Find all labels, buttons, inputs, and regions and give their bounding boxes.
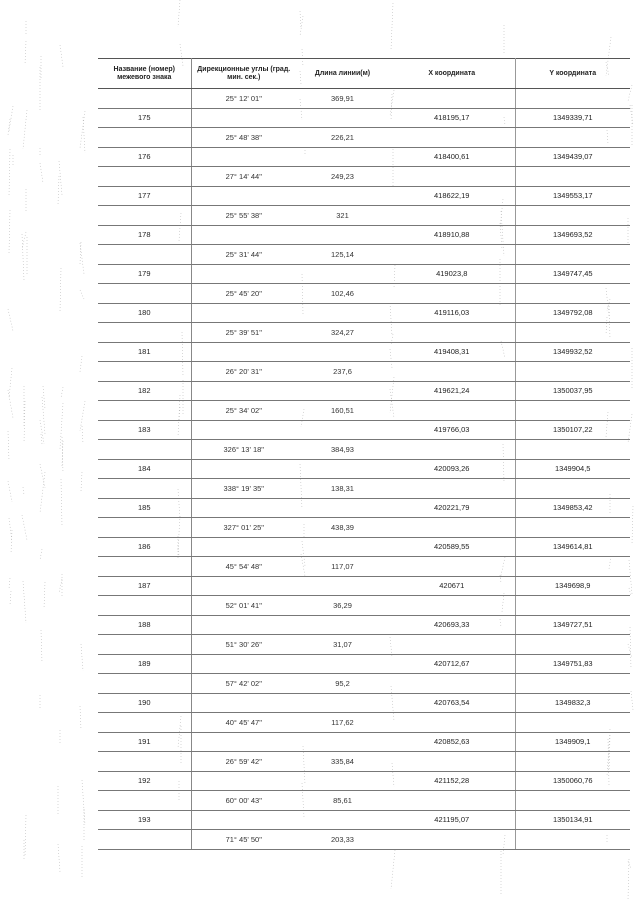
x-coordinate-cell: 420221,79 xyxy=(389,498,515,518)
direction-angle-cell xyxy=(191,537,296,557)
direction-angle-cell xyxy=(191,576,296,596)
line-length-cell xyxy=(296,498,389,518)
line-length-cell xyxy=(296,420,389,440)
point-name-cell xyxy=(98,674,191,694)
point-name-cell: 181 xyxy=(98,342,191,362)
y-coordinate-cell: 1349614,81 xyxy=(515,537,630,557)
table-row-point xyxy=(98,693,630,713)
y-coordinate-cell xyxy=(515,401,630,421)
line-length-cell: 203,33 xyxy=(296,830,389,850)
x-coordinate-cell xyxy=(389,518,515,538)
x-coordinate-cell: 419116,03 xyxy=(389,303,515,323)
line-length-cell: 237,6 xyxy=(296,362,389,382)
point-name-cell xyxy=(98,557,191,577)
line-length-cell xyxy=(296,342,389,362)
x-coordinate-cell: 418910,88 xyxy=(389,225,515,245)
direction-angle-cell xyxy=(191,654,296,674)
y-coordinate-cell xyxy=(515,206,630,226)
table-row-line xyxy=(98,167,630,187)
table-row-point xyxy=(98,537,630,557)
table-row-point xyxy=(98,459,630,479)
direction-angle-cell xyxy=(191,147,296,167)
point-name-cell: 186 xyxy=(98,537,191,557)
y-coordinate-cell: 1350107,22 xyxy=(515,420,630,440)
x-coordinate-cell xyxy=(389,674,515,694)
line-length-cell xyxy=(296,537,389,557)
y-coordinate-cell xyxy=(515,518,630,538)
point-name-cell: 192 xyxy=(98,771,191,791)
x-coordinate-cell xyxy=(389,479,515,499)
direction-angle-cell xyxy=(191,264,296,284)
table-row-point xyxy=(98,186,630,206)
line-length-cell xyxy=(296,810,389,830)
direction-angle-cell: 51° 30' 26" xyxy=(191,635,296,655)
point-name-cell: 187 xyxy=(98,576,191,596)
direction-angle-cell: 52° 01' 41" xyxy=(191,596,296,616)
point-name-cell: 179 xyxy=(98,264,191,284)
x-coordinate-cell: 419621,24 xyxy=(389,381,515,401)
point-name-cell: 180 xyxy=(98,303,191,323)
direction-angle-cell: 57° 42' 02" xyxy=(191,674,296,694)
table-row-point xyxy=(98,381,630,401)
direction-angle-cell: 338° 19' 35" xyxy=(191,479,296,499)
point-name-cell: 183 xyxy=(98,420,191,440)
x-coordinate-cell xyxy=(389,440,515,460)
direction-angle-cell: 26° 59' 42" xyxy=(191,752,296,772)
table-row-line xyxy=(98,323,630,343)
table-row-line xyxy=(98,89,630,109)
y-coordinate-cell xyxy=(515,752,630,772)
header-point-name: Название (номер) межевого знака xyxy=(98,59,191,89)
direction-angle-cell xyxy=(191,615,296,635)
direction-angle-cell: 26° 20' 31" xyxy=(191,362,296,382)
y-coordinate-cell: 1349553,17 xyxy=(515,186,630,206)
x-coordinate-cell: 420852,63 xyxy=(389,732,515,752)
line-length-cell: 369,91 xyxy=(296,89,389,109)
x-coordinate-cell: 418195,17 xyxy=(389,108,515,128)
table-row-line xyxy=(98,518,630,538)
header-x-coordinate: X координата xyxy=(389,59,515,89)
direction-angle-cell: 45° 54' 48" xyxy=(191,557,296,577)
x-coordinate-cell xyxy=(389,596,515,616)
x-coordinate-cell xyxy=(389,635,515,655)
line-length-cell xyxy=(296,732,389,752)
point-name-cell xyxy=(98,128,191,148)
table-row-point xyxy=(98,732,630,752)
table-row-line xyxy=(98,557,630,577)
line-length-cell: 321 xyxy=(296,206,389,226)
line-length-cell xyxy=(296,771,389,791)
y-coordinate-cell: 1349932,52 xyxy=(515,342,630,362)
x-coordinate-cell xyxy=(389,791,515,811)
direction-angle-cell xyxy=(191,810,296,830)
table-row-line xyxy=(98,479,630,499)
x-coordinate-cell xyxy=(389,830,515,850)
y-coordinate-cell xyxy=(515,128,630,148)
point-name-cell: 193 xyxy=(98,810,191,830)
line-length-cell xyxy=(296,225,389,245)
direction-angle-cell: 326° 13' 18" xyxy=(191,440,296,460)
y-coordinate-cell: 1350060,76 xyxy=(515,771,630,791)
point-name-cell xyxy=(98,791,191,811)
point-name-cell: 176 xyxy=(98,147,191,167)
line-length-cell xyxy=(296,654,389,674)
direction-angle-cell xyxy=(191,186,296,206)
x-coordinate-cell: 419408,31 xyxy=(389,342,515,362)
x-coordinate-cell: 420693,33 xyxy=(389,615,515,635)
header-y-coordinate: Y координата xyxy=(515,59,630,89)
point-name-cell xyxy=(98,713,191,733)
point-name-cell xyxy=(98,167,191,187)
x-coordinate-cell: 420589,55 xyxy=(389,537,515,557)
direction-angle-cell: 60° 00' 43" xyxy=(191,791,296,811)
table-row-line xyxy=(98,245,630,265)
y-coordinate-cell xyxy=(515,89,630,109)
line-length-cell: 438,39 xyxy=(296,518,389,538)
line-length-cell: 102,46 xyxy=(296,284,389,304)
y-coordinate-cell: 1349339,71 xyxy=(515,108,630,128)
table-row-point xyxy=(98,615,630,635)
table-row-point xyxy=(98,576,630,596)
point-name-cell xyxy=(98,362,191,382)
y-coordinate-cell xyxy=(515,440,630,460)
table-row-line xyxy=(98,713,630,733)
y-coordinate-cell: 1349727,51 xyxy=(515,615,630,635)
direction-angle-cell: 71° 45' 50" xyxy=(191,830,296,850)
x-coordinate-cell xyxy=(389,89,515,109)
table-row-point xyxy=(98,264,630,284)
line-length-cell: 125,14 xyxy=(296,245,389,265)
direction-angle-cell: 25° 12' 01" xyxy=(191,89,296,109)
point-name-cell xyxy=(98,206,191,226)
x-coordinate-cell: 421152,28 xyxy=(389,771,515,791)
point-name-cell xyxy=(98,245,191,265)
line-length-cell: 324,27 xyxy=(296,323,389,343)
y-coordinate-cell xyxy=(515,245,630,265)
line-length-cell: 117,07 xyxy=(296,557,389,577)
x-coordinate-cell xyxy=(389,206,515,226)
table-row-point xyxy=(98,303,630,323)
x-coordinate-cell: 420093,26 xyxy=(389,459,515,479)
y-coordinate-cell xyxy=(515,635,630,655)
table-row-line xyxy=(98,362,630,382)
line-length-cell xyxy=(296,576,389,596)
point-name-cell: 189 xyxy=(98,654,191,674)
point-name-cell xyxy=(98,830,191,850)
point-name-cell xyxy=(98,323,191,343)
direction-angle-cell: 27° 14' 44" xyxy=(191,167,296,187)
table-row-line xyxy=(98,791,630,811)
y-coordinate-cell: 1349909,1 xyxy=(515,732,630,752)
point-name-cell xyxy=(98,440,191,460)
line-length-cell: 226,21 xyxy=(296,128,389,148)
direction-angle-cell xyxy=(191,498,296,518)
point-name-cell xyxy=(98,401,191,421)
line-length-cell: 36,29 xyxy=(296,596,389,616)
direction-angle-cell xyxy=(191,342,296,362)
x-coordinate-cell: 419023,8 xyxy=(389,264,515,284)
x-coordinate-cell xyxy=(389,401,515,421)
y-coordinate-cell xyxy=(515,791,630,811)
point-name-cell xyxy=(98,479,191,499)
table-row-line xyxy=(98,440,630,460)
point-name-cell: 178 xyxy=(98,225,191,245)
table-row-line xyxy=(98,635,630,655)
line-length-cell: 249,23 xyxy=(296,167,389,187)
y-coordinate-cell: 1349832,3 xyxy=(515,693,630,713)
y-coordinate-cell xyxy=(515,284,630,304)
y-coordinate-cell xyxy=(515,167,630,187)
x-coordinate-cell xyxy=(389,323,515,343)
x-coordinate-cell: 420671 xyxy=(389,576,515,596)
x-coordinate-cell xyxy=(389,245,515,265)
coordinates-table xyxy=(98,58,630,850)
x-coordinate-cell: 420763,54 xyxy=(389,693,515,713)
line-length-cell: 160,51 xyxy=(296,401,389,421)
point-name-cell xyxy=(98,635,191,655)
table-header-row xyxy=(98,59,630,89)
table-row-line xyxy=(98,284,630,304)
line-length-cell: 31,07 xyxy=(296,635,389,655)
line-length-cell: 335,84 xyxy=(296,752,389,772)
table-row-point xyxy=(98,420,630,440)
point-name-cell xyxy=(98,596,191,616)
point-name-cell xyxy=(98,89,191,109)
x-coordinate-cell: 420712,67 xyxy=(389,654,515,674)
x-coordinate-cell xyxy=(389,284,515,304)
line-length-cell: 384,93 xyxy=(296,440,389,460)
line-length-cell xyxy=(296,186,389,206)
line-length-cell: 95,2 xyxy=(296,674,389,694)
direction-angle-cell xyxy=(191,303,296,323)
direction-angle-cell xyxy=(191,420,296,440)
table-row-line xyxy=(98,401,630,421)
direction-angle-cell: 25° 48' 38" xyxy=(191,128,296,148)
x-coordinate-cell xyxy=(389,752,515,772)
line-length-cell xyxy=(296,147,389,167)
x-coordinate-cell xyxy=(389,128,515,148)
line-length-cell: 117,62 xyxy=(296,713,389,733)
table-row-line xyxy=(98,752,630,772)
line-length-cell xyxy=(296,459,389,479)
direction-angle-cell xyxy=(191,108,296,128)
y-coordinate-cell: 1349747,45 xyxy=(515,264,630,284)
table-row-line xyxy=(98,206,630,226)
y-coordinate-cell xyxy=(515,323,630,343)
x-coordinate-cell xyxy=(389,362,515,382)
line-length-cell: 138,31 xyxy=(296,479,389,499)
direction-angle-cell: 25° 39' 51" xyxy=(191,323,296,343)
point-name-cell: 184 xyxy=(98,459,191,479)
line-length-cell: 85,61 xyxy=(296,791,389,811)
table-row-line xyxy=(98,674,630,694)
direction-angle-cell xyxy=(191,459,296,479)
direction-angle-cell xyxy=(191,732,296,752)
direction-angle-cell xyxy=(191,771,296,791)
y-coordinate-cell: 1349693,52 xyxy=(515,225,630,245)
y-coordinate-cell xyxy=(515,674,630,694)
line-length-cell xyxy=(296,615,389,635)
direction-angle-cell xyxy=(191,381,296,401)
x-coordinate-cell: 418622,19 xyxy=(389,186,515,206)
y-coordinate-cell: 1349904,5 xyxy=(515,459,630,479)
y-coordinate-cell xyxy=(515,362,630,382)
y-coordinate-cell xyxy=(515,713,630,733)
table-row-point xyxy=(98,498,630,518)
x-coordinate-cell xyxy=(389,167,515,187)
table-row-point xyxy=(98,342,630,362)
direction-angle-cell: 25° 45' 20" xyxy=(191,284,296,304)
line-length-cell xyxy=(296,381,389,401)
point-name-cell: 185 xyxy=(98,498,191,518)
header-line-length: Длина линии(м) xyxy=(296,59,389,89)
table-row-point xyxy=(98,771,630,791)
point-name-cell: 190 xyxy=(98,693,191,713)
point-name-cell xyxy=(98,518,191,538)
x-coordinate-cell xyxy=(389,713,515,733)
point-name-cell: 182 xyxy=(98,381,191,401)
header-direction-angle: Дирекционные углы (град. мин. сек.) xyxy=(191,59,296,89)
direction-angle-cell: 25° 31' 44" xyxy=(191,245,296,265)
line-length-cell xyxy=(296,264,389,284)
direction-angle-cell xyxy=(191,225,296,245)
point-name-cell xyxy=(98,752,191,772)
y-coordinate-cell: 1349792,08 xyxy=(515,303,630,323)
y-coordinate-cell: 1349751,83 xyxy=(515,654,630,674)
point-name-cell: 175 xyxy=(98,108,191,128)
line-length-cell xyxy=(296,108,389,128)
x-coordinate-cell: 421195,07 xyxy=(389,810,515,830)
x-coordinate-cell xyxy=(389,557,515,577)
direction-angle-cell: 327° 01' 25" xyxy=(191,518,296,538)
table-row-point xyxy=(98,108,630,128)
x-coordinate-cell: 419766,03 xyxy=(389,420,515,440)
table-row-point xyxy=(98,225,630,245)
y-coordinate-cell: 1350037,95 xyxy=(515,381,630,401)
point-name-cell: 191 xyxy=(98,732,191,752)
y-coordinate-cell: 1349853,42 xyxy=(515,498,630,518)
point-name-cell xyxy=(98,284,191,304)
direction-angle-cell: 40° 45' 47" xyxy=(191,713,296,733)
table-row-line xyxy=(98,128,630,148)
table-row-line xyxy=(98,596,630,616)
point-name-cell: 177 xyxy=(98,186,191,206)
y-coordinate-cell xyxy=(515,830,630,850)
table-row-line xyxy=(98,830,630,850)
y-coordinate-cell: 1350134,91 xyxy=(515,810,630,830)
y-coordinate-cell xyxy=(515,479,630,499)
point-name-cell: 188 xyxy=(98,615,191,635)
y-coordinate-cell: 1349698,9 xyxy=(515,576,630,596)
table-row-point xyxy=(98,810,630,830)
table-row-point xyxy=(98,147,630,167)
direction-angle-cell: 25° 55' 38" xyxy=(191,206,296,226)
direction-angle-cell: 25° 34' 02" xyxy=(191,401,296,421)
y-coordinate-cell: 1349439,07 xyxy=(515,147,630,167)
y-coordinate-cell xyxy=(515,596,630,616)
line-length-cell xyxy=(296,303,389,323)
x-coordinate-cell: 418400,61 xyxy=(389,147,515,167)
direction-angle-cell xyxy=(191,693,296,713)
table-row-point xyxy=(98,654,630,674)
y-coordinate-cell xyxy=(515,557,630,577)
line-length-cell xyxy=(296,693,389,713)
